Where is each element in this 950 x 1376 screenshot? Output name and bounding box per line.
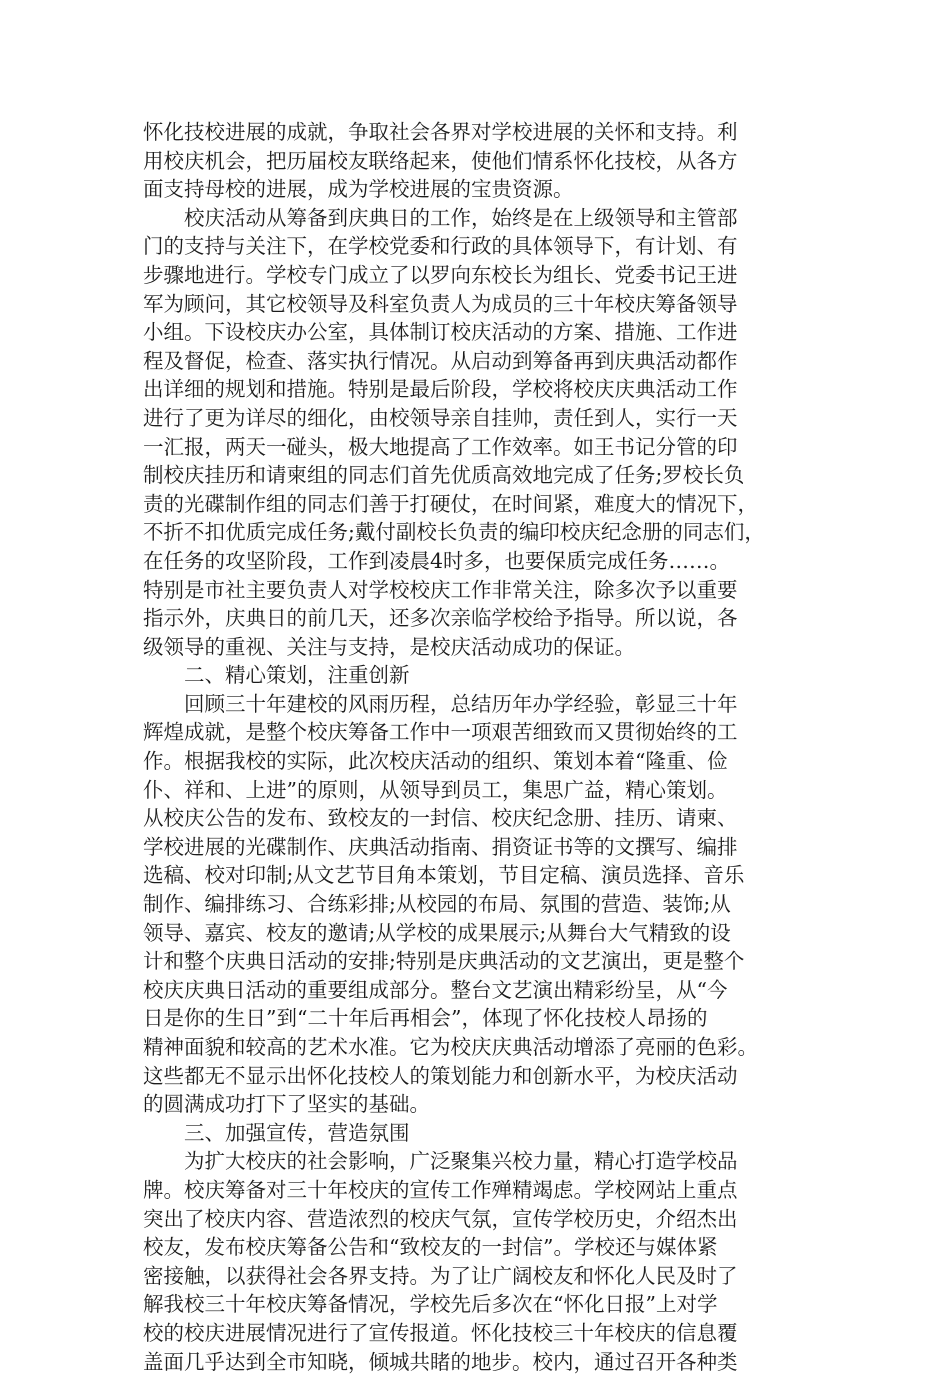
text-line: 责的光碟制作组的同志们善于打硬仗，在时间紧，难度大的情况下， bbox=[143, 491, 758, 516]
text-line: 一汇报，两天一碰头，极大地提高了工作效率。如王书记分管的印 bbox=[143, 434, 738, 459]
text-line: 作。根据我校的实际，此次校庆活动的组织、策划本着“隆重、俭 bbox=[143, 749, 728, 774]
text-line: 程及督促，检查、落实执行情况。从启动到筹备再到庆典活动都作 bbox=[143, 348, 738, 373]
text-line: 制校庆挂历和请柬组的同志们首先优质高效地完成了任务;罗校长负 bbox=[143, 463, 745, 488]
text-line: 不折不扣优质完成任务;戴付副校长负责的编印校庆纪念册的同志们， bbox=[143, 520, 765, 545]
text-line: 校的校庆进展情况进行了宣传报道。怀化技校三十年校庆的信息覆 bbox=[143, 1320, 738, 1345]
text-line: 为扩大校庆的社会影响，广泛聚集兴校力量，精心打造学校品 bbox=[184, 1149, 738, 1174]
text-line: 怀化技校进展的成就，争取社会各界对学校进展的关怀和支持。利 bbox=[143, 120, 738, 144]
text-line: 精神面貌和较高的艺术水准。它为校庆庆典活动增添了亮丽的色彩。 bbox=[143, 1035, 758, 1059]
text-line: 学校进展的光碟制作、庆典活动指南、捐资证书等的文撰写、编排 bbox=[143, 834, 738, 859]
text-line: 盖面几乎达到全市知晓，倾城共睹的地步。校内，通过召开各种类 bbox=[143, 1349, 738, 1374]
body-text bbox=[143, 118, 823, 1376]
text-line: 这些都无不显示出怀化技校人的策划能力和创新水平，为校庆活动 bbox=[143, 1063, 738, 1088]
text-line: 小组。下设校庆办公室，具体制订校庆活动的方案、措施、工作进 bbox=[143, 320, 738, 345]
text-line: 指示外，庆典日的前几天，还多次亲临学校给予指导。所以说，各 bbox=[143, 606, 738, 631]
text-line: 的圆满成功打下了坚实的基础。 bbox=[143, 1092, 430, 1117]
text-line: 回顾三十年建校的风雨历程，总结历年办学经验，彰显三十年 bbox=[184, 691, 738, 716]
text-line: 校友，发布校庆筹备公告和“致校友的一封信”。学校还与媒体紧 bbox=[143, 1235, 718, 1260]
text-line: 进行了更为详尽的细化，由校领导亲自挂帅，责任到人，实行一天 bbox=[143, 405, 738, 430]
text-line: 校庆庆典日活动的重要组成部分。整台文艺演出精彩纷呈，从“今 bbox=[143, 977, 728, 1002]
text-line: 从校庆公告的发布、致校友的一封信、校庆纪念册、挂历、请柬、 bbox=[143, 806, 738, 831]
text-line: 日是你的生日”到“二十年后再相会”，体现了怀化技校人昂扬的 bbox=[143, 1006, 708, 1031]
text-line: 计和整个庆典日活动的安排;特别是庆典活动的文艺演出，更是整个 bbox=[143, 949, 745, 974]
text-line: 门的支持与关注下，在学校党委和行政的具体领导下，有计划、有 bbox=[143, 234, 738, 259]
text-line: 突出了校庆内容、营造浓烈的校庆气氛，宣传学校历史，介绍杰出 bbox=[143, 1206, 738, 1231]
text-line: 校庆活动从筹备到庆典日的工作，始终是在上级领导和主管部 bbox=[184, 205, 738, 230]
text-line: 军为顾问，其它校领导及科室负责人为成员的三十年校庆筹备领导 bbox=[143, 291, 738, 316]
text-line: 仆、祥和、上进”的原则，从领导到员工，集思广益，精心策划。 bbox=[143, 777, 728, 802]
text-line: 领导、嘉宾、校友的邀请;从学校的成果展示;从舞台大气精致的设 bbox=[143, 920, 731, 945]
text-line: 辉煌成就，是整个校庆筹备工作中一项艰苦细致而又贯彻始终的工 bbox=[143, 720, 738, 745]
text-line: 选稿、校对印制;从文艺节目角本策划，节目定稿、演员选择、音乐 bbox=[143, 863, 745, 888]
text-line: 用校庆机会，把历届校友联络起来，使他们情系怀化技校，从各方 bbox=[143, 148, 738, 173]
text-line: 级领导的重视、关注与支持，是校庆活动成功的保证。 bbox=[143, 634, 635, 659]
text-line: 密接触，以获得社会各界支持。为了让广阔校友和怀化人民及时了 bbox=[143, 1263, 738, 1288]
text-line: 步骤地进行。学校专门成立了以罗向东校长为组长、党委书记王进 bbox=[143, 262, 738, 287]
text-line: 三、加强宣传，营造氛围 bbox=[184, 1120, 410, 1145]
text-line: 在任务的攻坚阶段，工作到凌晨4时多，也要保质完成任务……。 bbox=[143, 548, 731, 573]
text-line: 牌。校庆筹备对三十年校庆的宣传工作殚精竭虑。学校网站上重点 bbox=[143, 1177, 738, 1202]
text-line: 特别是市社主要负责人对学校校庆工作非常关注，除多次予以重要 bbox=[143, 577, 738, 602]
text-line: 二、精心策划，注重创新 bbox=[184, 663, 410, 688]
text-line: 出详细的规划和措施。特别是最后阶段，学校将校庆庆典活动工作 bbox=[143, 377, 738, 402]
text-line: 面支持母校的进展，成为学校进展的宝贵资源。 bbox=[143, 177, 574, 202]
text-line: 解我校三十年校庆筹备情况，学校先后多次在“怀化日报”上对学 bbox=[143, 1292, 718, 1317]
text-line: 制作、编排练习、合练彩排;从校园的布局、氛围的营造、装饰;从 bbox=[143, 892, 731, 917]
